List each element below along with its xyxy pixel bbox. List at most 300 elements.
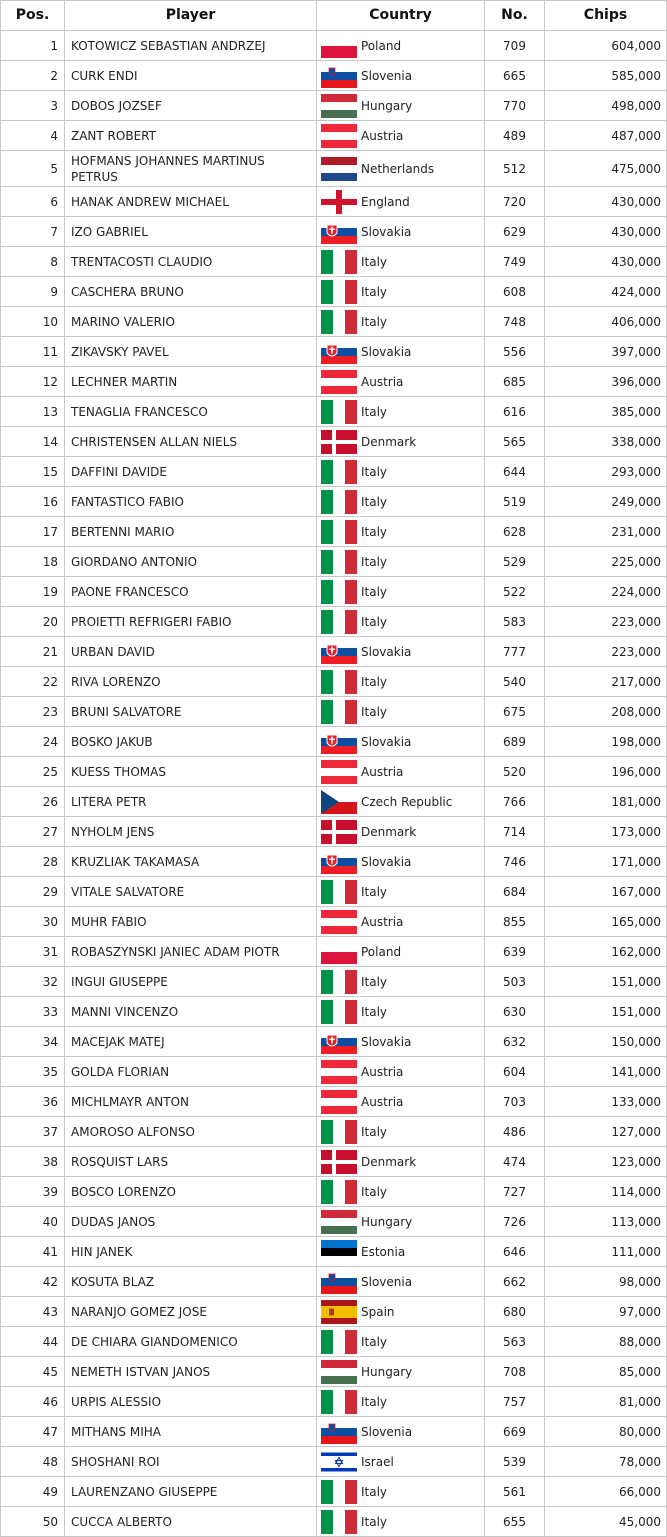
row-no: 522 [485, 577, 545, 607]
italy-flag-icon [321, 250, 357, 274]
row-country-cell [317, 877, 485, 907]
row-country-cell [317, 607, 485, 637]
table-row [1, 1327, 667, 1357]
row-country: Slovenia [361, 68, 413, 83]
row-pos: 20 [1, 607, 65, 637]
row-no: 684 [485, 877, 545, 907]
row-player: CHRISTENSEN ALLAN NIELS [65, 427, 317, 457]
austria-flag-icon [321, 370, 357, 394]
row-player: VITALE SALVATORE [65, 877, 317, 907]
table-body [1, 31, 667, 1537]
austria-flag-icon [321, 1060, 357, 1084]
row-player: BOSKO JAKUB [65, 727, 317, 757]
row-player: DE CHIARA GIANDOMENICO [65, 1327, 317, 1357]
row-player: MITHANS MIHA [65, 1417, 317, 1447]
slovakia-flag-icon [321, 850, 357, 874]
row-chips: 225,000 [545, 547, 667, 577]
table-row [1, 1117, 667, 1147]
row-player: LITERA PETR [65, 787, 317, 817]
row-country: Italy [361, 1334, 388, 1349]
row-no: 662 [485, 1267, 545, 1297]
row-no: 714 [485, 817, 545, 847]
row-country-cell [317, 1327, 485, 1357]
row-country: Denmark [361, 824, 417, 839]
row-country-cell [317, 1297, 485, 1327]
table-row [1, 1207, 667, 1237]
row-player: TRENTACOSTI CLAUDIO [65, 247, 317, 277]
header-chips: Chips [545, 1, 667, 31]
row-chips: 123,000 [545, 1147, 667, 1177]
row-pos: 28 [1, 847, 65, 877]
table-row [1, 907, 667, 937]
row-no: 512 [485, 151, 545, 187]
row-no: 855 [485, 907, 545, 937]
row-player: DUDAS JANOS [65, 1207, 317, 1237]
table-row [1, 937, 667, 967]
row-player: ZIKAVSKY PAVEL [65, 337, 317, 367]
row-pos: 5 [1, 151, 65, 187]
table-row [1, 1387, 667, 1417]
row-pos: 25 [1, 757, 65, 787]
row-chips: 181,000 [545, 787, 667, 817]
row-chips: 430,000 [545, 217, 667, 247]
slovenia-flag-icon [321, 1270, 357, 1294]
italy-flag-icon [321, 460, 357, 484]
italy-flag-icon [321, 310, 357, 334]
slovakia-flag-icon [321, 220, 357, 244]
row-country-cell [317, 31, 485, 61]
row-country-cell [317, 1477, 485, 1507]
row-pos: 47 [1, 1417, 65, 1447]
italy-flag-icon [321, 580, 357, 604]
table-row [1, 277, 667, 307]
row-no: 720 [485, 187, 545, 217]
row-no: 529 [485, 547, 545, 577]
row-chips: 66,000 [545, 1477, 667, 1507]
row-chips: 85,000 [545, 1357, 667, 1387]
row-player: INGUI GIUSEPPE [65, 967, 317, 997]
table-row [1, 607, 667, 637]
row-no: 708 [485, 1357, 545, 1387]
row-chips: 98,000 [545, 1267, 667, 1297]
row-country-cell [317, 487, 485, 517]
row-no: 489 [485, 121, 545, 151]
row-no: 777 [485, 637, 545, 667]
row-country: Austria [361, 764, 404, 779]
row-country: Italy [361, 314, 388, 329]
row-no: 727 [485, 1177, 545, 1207]
row-pos: 4 [1, 121, 65, 151]
row-pos: 24 [1, 727, 65, 757]
czech-flag-icon [321, 790, 357, 814]
row-pos: 44 [1, 1327, 65, 1357]
row-country: Slovakia [361, 734, 412, 749]
row-chips: 78,000 [545, 1447, 667, 1477]
table-row [1, 217, 667, 247]
row-chips: 114,000 [545, 1177, 667, 1207]
row-no: 565 [485, 427, 545, 457]
row-player: KOTOWICZ SEBASTIAN ANDRZEJ [65, 31, 317, 61]
row-country-cell [317, 1267, 485, 1297]
row-country: Italy [361, 614, 388, 629]
row-player: NARANJO GOMEZ JOSE [65, 1297, 317, 1327]
row-country: Italy [361, 284, 388, 299]
table-row [1, 1237, 667, 1267]
row-country: Czech Republic [361, 794, 453, 809]
table-row [1, 577, 667, 607]
row-country-cell [317, 121, 485, 151]
row-chips: 165,000 [545, 907, 667, 937]
row-pos: 8 [1, 247, 65, 277]
row-chips: 231,000 [545, 517, 667, 547]
row-pos: 14 [1, 427, 65, 457]
row-player: GIORDANO ANTONIO [65, 547, 317, 577]
row-country-cell [317, 997, 485, 1027]
table-row [1, 397, 667, 427]
table-row [1, 1147, 667, 1177]
table-row [1, 1507, 667, 1537]
row-country-cell [317, 247, 485, 277]
row-chips: 487,000 [545, 121, 667, 151]
italy-flag-icon [321, 1390, 357, 1414]
italy-flag-icon [321, 280, 357, 304]
row-player: DAFFINI DAVIDE [65, 457, 317, 487]
row-pos: 17 [1, 517, 65, 547]
row-chips: 475,000 [545, 151, 667, 187]
row-country-cell [317, 187, 485, 217]
row-pos: 2 [1, 61, 65, 91]
row-country: Italy [361, 884, 388, 899]
row-pos: 23 [1, 697, 65, 727]
row-pos: 37 [1, 1117, 65, 1147]
row-player: NYHOLM JENS [65, 817, 317, 847]
italy-flag-icon [321, 1480, 357, 1504]
row-no: 616 [485, 397, 545, 427]
row-pos: 33 [1, 997, 65, 1027]
row-country-cell [317, 787, 485, 817]
row-country: Austria [361, 1064, 404, 1079]
row-chips: 150,000 [545, 1027, 667, 1057]
row-no: 770 [485, 91, 545, 121]
poland-flag-icon [321, 34, 357, 58]
row-country: Italy [361, 464, 388, 479]
row-no: 646 [485, 1237, 545, 1267]
row-pos: 22 [1, 667, 65, 697]
row-country-cell [317, 277, 485, 307]
row-country-cell [317, 577, 485, 607]
row-player: KRUZLIAK TAKAMASA [65, 847, 317, 877]
row-country: England [361, 194, 410, 209]
row-player: MUHR FABIO [65, 907, 317, 937]
row-country-cell [317, 517, 485, 547]
table-row [1, 91, 667, 121]
table-row [1, 967, 667, 997]
row-country-cell [317, 1417, 485, 1447]
row-player: ROBASZYNSKI JANIEC ADAM PIOTR [65, 937, 317, 967]
row-no: 474 [485, 1147, 545, 1177]
row-country: Slovakia [361, 1034, 412, 1049]
row-pos: 9 [1, 277, 65, 307]
table-row [1, 997, 667, 1027]
row-country-cell [317, 1177, 485, 1207]
table-row [1, 1417, 667, 1447]
row-pos: 46 [1, 1387, 65, 1417]
row-country-cell [317, 727, 485, 757]
table-row [1, 1087, 667, 1117]
table-row [1, 1177, 667, 1207]
row-chips: 585,000 [545, 61, 667, 91]
row-player: GOLDA FLORIAN [65, 1057, 317, 1087]
row-player: CASCHERA BRUNO [65, 277, 317, 307]
table-row [1, 1357, 667, 1387]
row-player: MACEJAK MATEJ [65, 1027, 317, 1057]
row-no: 639 [485, 937, 545, 967]
row-player: URPIS ALESSIO [65, 1387, 317, 1417]
row-country-cell [317, 367, 485, 397]
row-country-cell [317, 427, 485, 457]
row-player: HIN JANEK [65, 1237, 317, 1267]
row-no: 604 [485, 1057, 545, 1087]
row-country-cell [317, 1147, 485, 1177]
row-chips: 97,000 [545, 1297, 667, 1327]
row-pos: 29 [1, 877, 65, 907]
row-chips: 198,000 [545, 727, 667, 757]
row-country: Italy [361, 974, 388, 989]
austria-flag-icon [321, 124, 357, 148]
estonia-flag-icon [321, 1240, 357, 1264]
hungary-flag-icon [321, 1210, 357, 1234]
row-no: 486 [485, 1117, 545, 1147]
row-pos: 1 [1, 31, 65, 61]
row-chips: 223,000 [545, 637, 667, 667]
england-flag-icon [321, 190, 357, 214]
denmark-flag-icon [321, 820, 357, 844]
row-chips: 151,000 [545, 997, 667, 1027]
row-country: Spain [361, 1304, 395, 1319]
row-country: Italy [361, 1124, 388, 1139]
row-pos: 18 [1, 547, 65, 577]
row-country: Italy [361, 554, 388, 569]
row-country: Slovenia [361, 1274, 413, 1289]
row-chips: 127,000 [545, 1117, 667, 1147]
row-player: HOFMANS JOHANNES MARTINUS PETRUS [65, 151, 317, 187]
row-country: Austria [361, 914, 404, 929]
poland-flag-icon [321, 940, 357, 964]
row-chips: 293,000 [545, 457, 667, 487]
row-player: LAURENZANO GIUSEPPE [65, 1477, 317, 1507]
row-no: 563 [485, 1327, 545, 1357]
israel-flag-icon [321, 1450, 357, 1474]
row-country: Slovenia [361, 1424, 413, 1439]
table-row [1, 1447, 667, 1477]
row-country: Slovakia [361, 854, 412, 869]
table-row [1, 847, 667, 877]
row-country-cell [317, 91, 485, 121]
row-country: Slovakia [361, 644, 412, 659]
row-no: 629 [485, 217, 545, 247]
row-chips: 397,000 [545, 337, 667, 367]
row-no: 539 [485, 1447, 545, 1477]
row-player: LECHNER MARTIN [65, 367, 317, 397]
row-pos: 7 [1, 217, 65, 247]
row-player: PROIETTI REFRIGERI FABIO [65, 607, 317, 637]
row-country: Italy [361, 404, 388, 419]
row-no: 766 [485, 787, 545, 817]
row-no: 655 [485, 1507, 545, 1537]
italy-flag-icon [321, 1330, 357, 1354]
row-country: Italy [361, 1004, 388, 1019]
italy-flag-icon [321, 490, 357, 514]
row-country: Slovakia [361, 224, 412, 239]
row-no: 632 [485, 1027, 545, 1057]
header-row [1, 1, 667, 31]
hungary-flag-icon [321, 94, 357, 118]
table-row [1, 637, 667, 667]
row-player: TENAGLIA FRANCESCO [65, 397, 317, 427]
table-row [1, 547, 667, 577]
row-pos: 38 [1, 1147, 65, 1177]
row-player: AMOROSO ALFONSO [65, 1117, 317, 1147]
row-player: KUESS THOMAS [65, 757, 317, 787]
row-country-cell [317, 217, 485, 247]
row-player: URBAN DAVID [65, 637, 317, 667]
row-country: Italy [361, 1184, 388, 1199]
row-chips: 196,000 [545, 757, 667, 787]
row-chips: 217,000 [545, 667, 667, 697]
row-pos: 49 [1, 1477, 65, 1507]
row-player: BRUNI SALVATORE [65, 697, 317, 727]
row-player: ZANT ROBERT [65, 121, 317, 151]
row-pos: 45 [1, 1357, 65, 1387]
row-country: Poland [361, 38, 402, 53]
row-pos: 21 [1, 637, 65, 667]
row-chips: 424,000 [545, 277, 667, 307]
row-no: 757 [485, 1387, 545, 1417]
row-pos: 39 [1, 1177, 65, 1207]
row-no: 503 [485, 967, 545, 997]
row-no: 746 [485, 847, 545, 877]
row-player: MANNI VINCENZO [65, 997, 317, 1027]
row-country: Italy [361, 584, 388, 599]
row-country-cell [317, 1087, 485, 1117]
row-no: 583 [485, 607, 545, 637]
row-country: Italy [361, 254, 388, 269]
row-player: SHOSHANI ROI [65, 1447, 317, 1477]
row-country: Poland [361, 944, 402, 959]
table-row [1, 727, 667, 757]
row-pos: 15 [1, 457, 65, 487]
row-country-cell [317, 1237, 485, 1267]
row-chips: 88,000 [545, 1327, 667, 1357]
row-pos: 32 [1, 967, 65, 997]
row-country-cell [317, 1057, 485, 1087]
row-country: Italy [361, 1394, 388, 1409]
table-row [1, 697, 667, 727]
row-pos: 10 [1, 307, 65, 337]
table-row [1, 31, 667, 61]
table-row [1, 877, 667, 907]
row-player: MARINO VALERIO [65, 307, 317, 337]
row-pos: 26 [1, 787, 65, 817]
row-no: 520 [485, 757, 545, 787]
row-pos: 11 [1, 337, 65, 367]
table-row [1, 61, 667, 91]
row-pos: 36 [1, 1087, 65, 1117]
row-no: 703 [485, 1087, 545, 1117]
row-player: DOBOS JOZSEF [65, 91, 317, 121]
row-country: Italy [361, 674, 388, 689]
row-no: 689 [485, 727, 545, 757]
row-player: ROSQUIST LARS [65, 1147, 317, 1177]
row-chips: 151,000 [545, 967, 667, 997]
row-chips: 208,000 [545, 697, 667, 727]
slovenia-flag-icon [321, 1420, 357, 1444]
table-row [1, 667, 667, 697]
row-no: 726 [485, 1207, 545, 1237]
austria-flag-icon [321, 760, 357, 784]
row-country-cell [317, 1027, 485, 1057]
row-chips: 111,000 [545, 1237, 667, 1267]
row-no: 749 [485, 247, 545, 277]
italy-flag-icon [321, 880, 357, 904]
row-country-cell [317, 1207, 485, 1237]
row-country-cell [317, 1387, 485, 1417]
header-country: Country [317, 1, 485, 31]
row-chips: 430,000 [545, 187, 667, 217]
italy-flag-icon [321, 550, 357, 574]
header-pos: Pos. [1, 1, 65, 31]
italy-flag-icon [321, 700, 357, 724]
austria-flag-icon [321, 910, 357, 934]
row-player: RIVA LORENZO [65, 667, 317, 697]
row-pos: 16 [1, 487, 65, 517]
row-chips: 171,000 [545, 847, 667, 877]
row-player: HANAK ANDREW MICHAEL [65, 187, 317, 217]
row-pos: 31 [1, 937, 65, 967]
hungary-flag-icon [321, 1360, 357, 1384]
italy-flag-icon [321, 1120, 357, 1144]
row-chips: 385,000 [545, 397, 667, 427]
row-country: Slovakia [361, 344, 412, 359]
table-row [1, 151, 667, 187]
row-country: Austria [361, 128, 404, 143]
row-chips: 224,000 [545, 577, 667, 607]
row-player: BOSCO LORENZO [65, 1177, 317, 1207]
row-country-cell [317, 1117, 485, 1147]
row-no: 685 [485, 367, 545, 397]
row-country-cell [317, 697, 485, 727]
slovenia-flag-icon [321, 64, 357, 88]
row-chips: 141,000 [545, 1057, 667, 1087]
italy-flag-icon [321, 520, 357, 544]
row-country-cell [317, 547, 485, 577]
row-pos: 48 [1, 1447, 65, 1477]
row-country-cell [317, 1447, 485, 1477]
row-no: 608 [485, 277, 545, 307]
row-country: Hungary [361, 98, 413, 113]
italy-flag-icon [321, 970, 357, 994]
row-player: NEMETH ISTVAN JANOS [65, 1357, 317, 1387]
row-no: 669 [485, 1417, 545, 1447]
italy-flag-icon [321, 1180, 357, 1204]
slovakia-flag-icon [321, 730, 357, 754]
row-country-cell [317, 847, 485, 877]
table-row [1, 337, 667, 367]
row-chips: 133,000 [545, 1087, 667, 1117]
row-country: Denmark [361, 434, 417, 449]
row-country-cell [317, 817, 485, 847]
table-row [1, 487, 667, 517]
